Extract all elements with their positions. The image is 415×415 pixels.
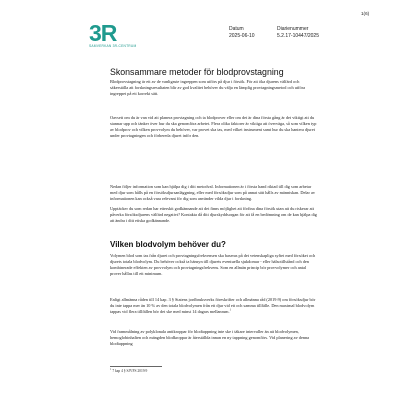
paragraph-regulations	[110, 297, 318, 315]
paragraph-antibodies: Vid frammålning av polyklonala antikroppar för blodtappning inte ske i täkare intervaller än att blodvolymen, hemoglobinhalten och mängden blodkroppar är återställda innan en ny tappning genomförs. Vid planering av denna blodtappning	[110, 329, 310, 347]
paragraph-volume: Volymen blod som tas från djuret och provtagningsfrekvensen ska baseras på det vetenskapliga syftet med försöket och djurets totala blodvolym. Du behöver också ta hänsyn till djurets eventuella sjukdomar - eller hälsotillstånd och den kombinerade effekten av provvolym och provtagningsfrekvens. Som en allmän princip bör provvolymer och antal prover hållas till ett minimum.	[110, 253, 316, 277]
footnote	[110, 369, 147, 373]
page-number: 1(6)	[361, 11, 370, 16]
paragraph-information	[110, 184, 318, 202]
date-block	[229, 26, 255, 40]
section-heading-blood-volume: Vilken blodvolym behöver du?	[110, 240, 226, 249]
footnote-text: 7 kap 4 § SJVFS 2019:9	[112, 369, 148, 373]
document-title: Skonsammare metoder för blodprovstagning	[110, 67, 284, 77]
logo	[89, 20, 137, 52]
paragraph-regulations-text: Enligt allmänna råden till 14 kap. 3 § Statens jordbruksverks föreskrifter och allmänna råd (2019:9) om försöksdjur bör du inte tappa mer än 10 % av den totala blodvolymen från ett djur vid ett och samma tillfälle. Den maximal blodvolym tappas vid flera tillfällen bör det ske med minst 14 dagars mellanrum.	[110, 297, 316, 315]
paragraph-information-text: Nedan följer information som kan hjälpa dig i ditt metodval. Informationen är i första hand riktad till dig som arbetar med djur som hålls på en försöksdjursanläggning, eller med försöksdjur som på annat sätt hålls av människan. Delar av informationen kan också vara relevant för dig som använder vilda djur i forskning.	[110, 184, 316, 202]
logo-tagline: SAMVERKAN 3R-CENTRUM	[89, 44, 137, 48]
diarienummer-block	[277, 26, 319, 40]
footnote-divider	[110, 366, 162, 367]
diarienummer-label: Diarienummer	[277, 26, 309, 32]
paragraph-intro: Blodprovstagning är ett av de vanligaste ingreppen som utförs på djur i försök. För att öka djurens välfärd och säkerställa att forskningsresultaten blir av god kvalitet behöver du välja en lämplig provtagningsmetod och utföra ingreppet på ett korrekt sätt.	[110, 79, 305, 97]
logo-mark: 3R	[89, 20, 117, 46]
date-label: Datum	[229, 26, 244, 32]
date-value: 2025-06-10	[229, 33, 255, 39]
paragraph-ethics: Upptäcker du som redan har etterskit godkännande att det finns möjlighet att förfina dina försök utan att du riskerar att påverka försöksdjurens välfärd negativt? Kontakta då ditt djurskyddsorgan för att få en bedömning om de kan hjälpa dig att ändra i ditt etiska godkännande.	[110, 206, 317, 224]
paragraph-planning: Oavsett om du är van vid att planera provtagning och ta blodprover eller om det är dina första gång är det viktigt att du stannar upp och tänker över hur du ska genomföra arbetet. Flera olika faktorer är viktiga att överväga, så som vilken typ av blodprov och vilken provvolym du behöver, var provet ska tas, med vilket instrument samt hur du ska hantera djuret under provtagningen och förbereda djuret inför den.	[110, 115, 317, 139]
footnote-marker: 1	[110, 367, 112, 371]
diarienummer-value: 5.2.17-10447/2025	[277, 33, 319, 39]
footnote-reference[interactable]: 1	[229, 308, 231, 312]
